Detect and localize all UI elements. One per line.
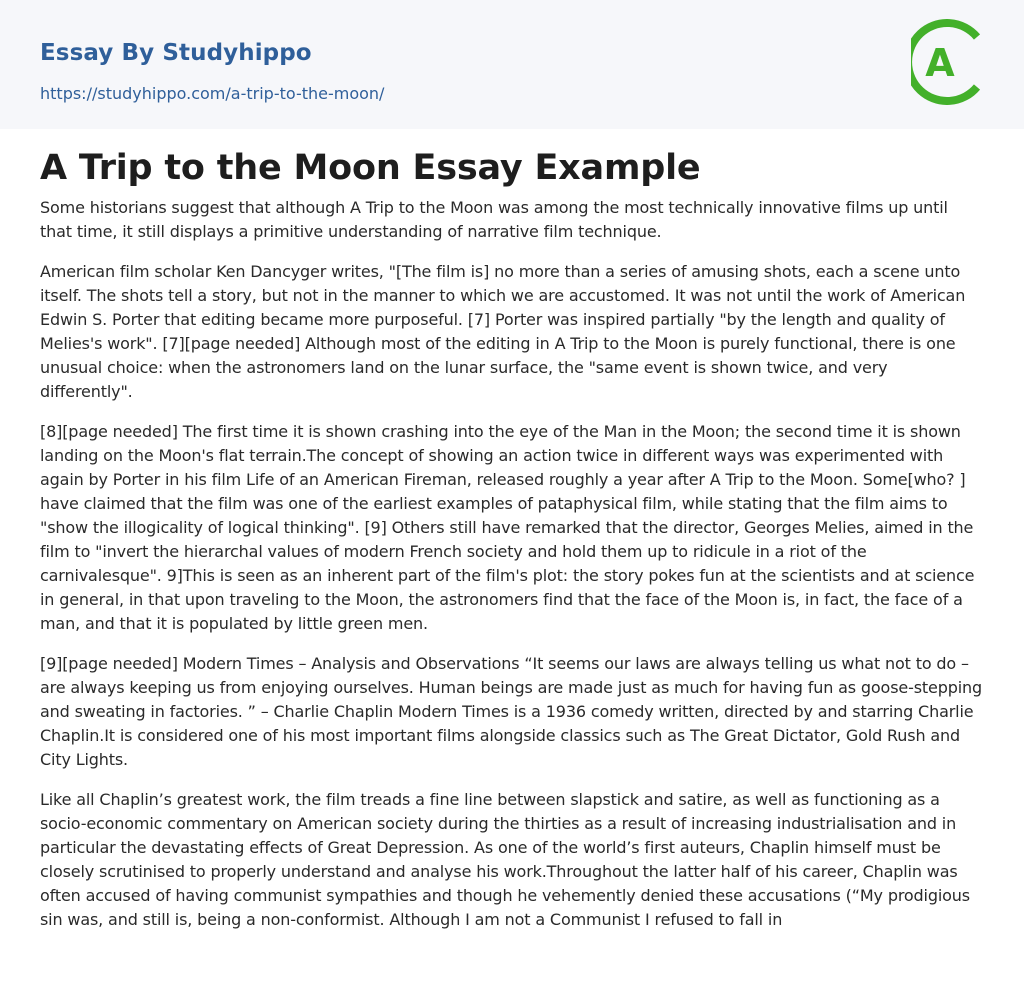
article-paragraph: Like all Chaplin’s greatest work, the film treads a fine line between slapstick and satire, as well as functioning as a socio-economic commentary on American society during the thirties as a result of increasing industrialisation and in particular the devastating effects of Great Depression. As one of the world’s first auteurs, Chaplin himself must be closely scrutinised to properly understand and analyse his work.Throughout the latter half of his career, Chaplin was often accused of having communist sympathies and though he vehemently denied these accusations (“My prodigious sin was, and still is, being a non-conformist. Although I am not a Communist I refused to fall in [40, 790, 970, 929]
article-paragraph: [8][page needed] The first time it is shown crashing into the eye of the Man in the Moon; the second time it is shown landing on the Moon's flat terrain.The concept of showing an action twice in different ways was experimented with again by Porter in his film Life of an American Fireman, released roughly a year after A Trip to the Moon. Some[who? ] have claimed that the film was one of the earliest examples of pataphysical film, while stating that the film aims to "show the illogicality of logical thinking". [9] Others still have remarked that the director, Georges Melies, aimed in the film to "invert the hierarchal values of modern French society and hold them up to ridicule in a riot of the carnivalesque". 9]This is seen as an inherent part of the film's plot: the story pokes fun at the scientists and at science in general, in that upon traveling to the Moon, the astronomers find that the face of the Moon is, in fact, the face of a man, and that it is populated by little green men. [40, 422, 975, 633]
article-title: A Trip to the Moon Essay Example [40, 148, 701, 188]
article-paragraph: [9][page needed] Modern Times – Analysis and Observations “It seems our laws are always telling us what not to do – are always keeping us from enjoying ourselves. Human beings are made just as much for having fun as goose-stepping and sweating in factories. ” – Charlie Chaplin Modern Times is a 1936 comedy written, directed by and starring Charlie Chaplin.It is considered one of his most important films alongside classics such as The Great Dictator, Gold Rush and City Lights. [40, 654, 983, 769]
article-paragraph: Some historians suggest that although A Trip to the Moon was among the most technically innovative films up until that time, it still displays a primitive understanding of narrative film technique. [40, 198, 948, 241]
page-url-link[interactable]: https://studyhippo.com/a-trip-to-the-moon/ [40, 84, 385, 103]
article-paragraph: American film scholar Ken Dancyger writes, "[The film is] no more than a series of amusing shots, each a scene unto itself. The shots tell a story, but not in the manner to which we are accustomed. It was not until the work of American Edwin S. Porter that editing became more purposeful. [7] Porter was inspired partially "by the length and quality of Melies's work". [7][page needed] Although most of the editing in A Trip to the Moon is purely functional, there is one unusual choice: when the astronomers land on the lunar surface, the "same event is shown twice, and very differently". [40, 262, 966, 401]
studyhippo-logo-icon[interactable] [911, 19, 987, 105]
site-header [0, 0, 1024, 129]
logo-letter: A [925, 41, 955, 85]
article-content [40, 146, 984, 948]
site-brand[interactable]: Essay By Studyhippo [40, 40, 312, 66]
